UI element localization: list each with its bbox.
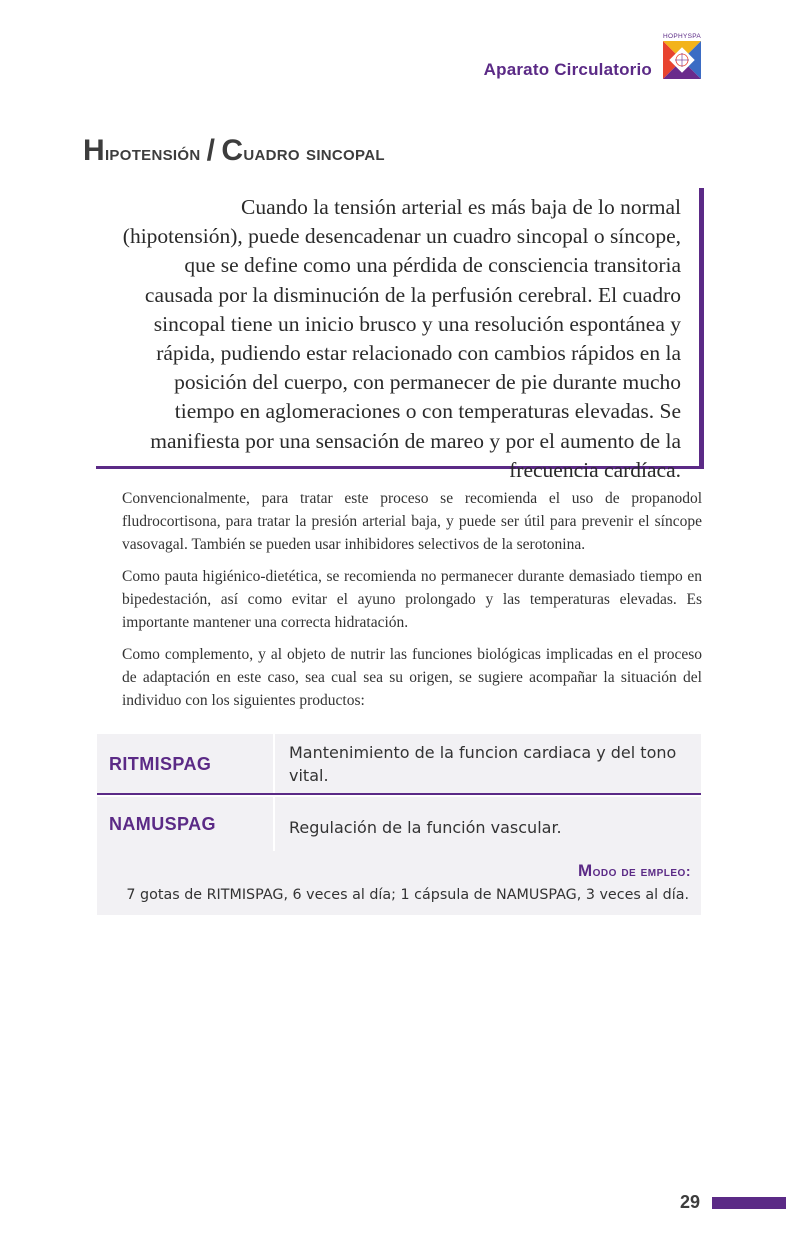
usage-box [97,851,701,915]
logo-icon [663,41,701,79]
column-divider [273,797,275,853]
body-paragraph-hygiene: Como pauta higiénico-dietética, se recomienda no permanecer durante demasiado tiempo en bipedestación, así como evitar el ayuno prolongado y las temperaturas elevadas. Es importante mantener una correcta hidratación. [122,568,702,631]
body-paragraph-treatment: Convencionalmente, para tratar este proceso se recomienda el uso de propanodol fludrocortisona, para tratar la presión arterial baja, y puede ser útil para prevenir el síncope vasovagal. También se pueden usar inhibidores selectivos de la serotonina. [122,490,702,553]
column-divider [273,734,275,793]
product-row [97,797,701,855]
product-row [97,734,701,795]
intro-box [96,188,704,482]
product-description: Regulación de la función vascular. [289,818,562,837]
product-name: RITMISPAG [109,754,212,774]
section-title: Aparato Circulatorio [483,60,652,79]
product-description: Mantenimiento de la funcion cardiaca y del tono vital. [289,743,677,785]
logo-label: HOPHYSPA [663,33,702,40]
intro-text: Cuando la tensión arterial es más baja de lo normal (hipotensión), puede desencadenar un cuadro sincopal o síncope, que se define como una pérdida de consciencia transitoria causada por la disminución de la perfusión cerebral. El cuadro sincopal tiene un inicio brusco y una resolución espontánea y rápida, pudiendo estar relacionado con cambios rápidos en la posición del cuerpo, con permanecer de pie durante mucho tiempo en aglomeraciones o con temperaturas elevadas. Se manifiesta por una sensación de mareo y por el aumento de la frecuencia cardíaca. [122,195,681,482]
usage-text: 7 gotas de RITMISPAG, 6 veces al día; 1 cápsula de NAMUSPAG, 3 veces al día. [126,887,689,903]
page-number: 29 [680,1192,701,1212]
products-table [97,734,701,855]
hophyspa-logo [663,33,701,79]
body-paragraph-complement: Como complemento, y al objeto de nutrir las funciones biológicas implicadas en el proceso de adaptación en este caso, sea cual sea su origen, se sugiere acompañar la situación del individuo con los siguientes productos: [122,646,702,709]
product-name: NAMUSPAG [109,814,216,834]
page-title: Hipotensión / Cuadro sincopal [83,134,385,167]
page-number-bar [712,1197,786,1209]
usage-title: Modo de empleo: [577,861,691,880]
